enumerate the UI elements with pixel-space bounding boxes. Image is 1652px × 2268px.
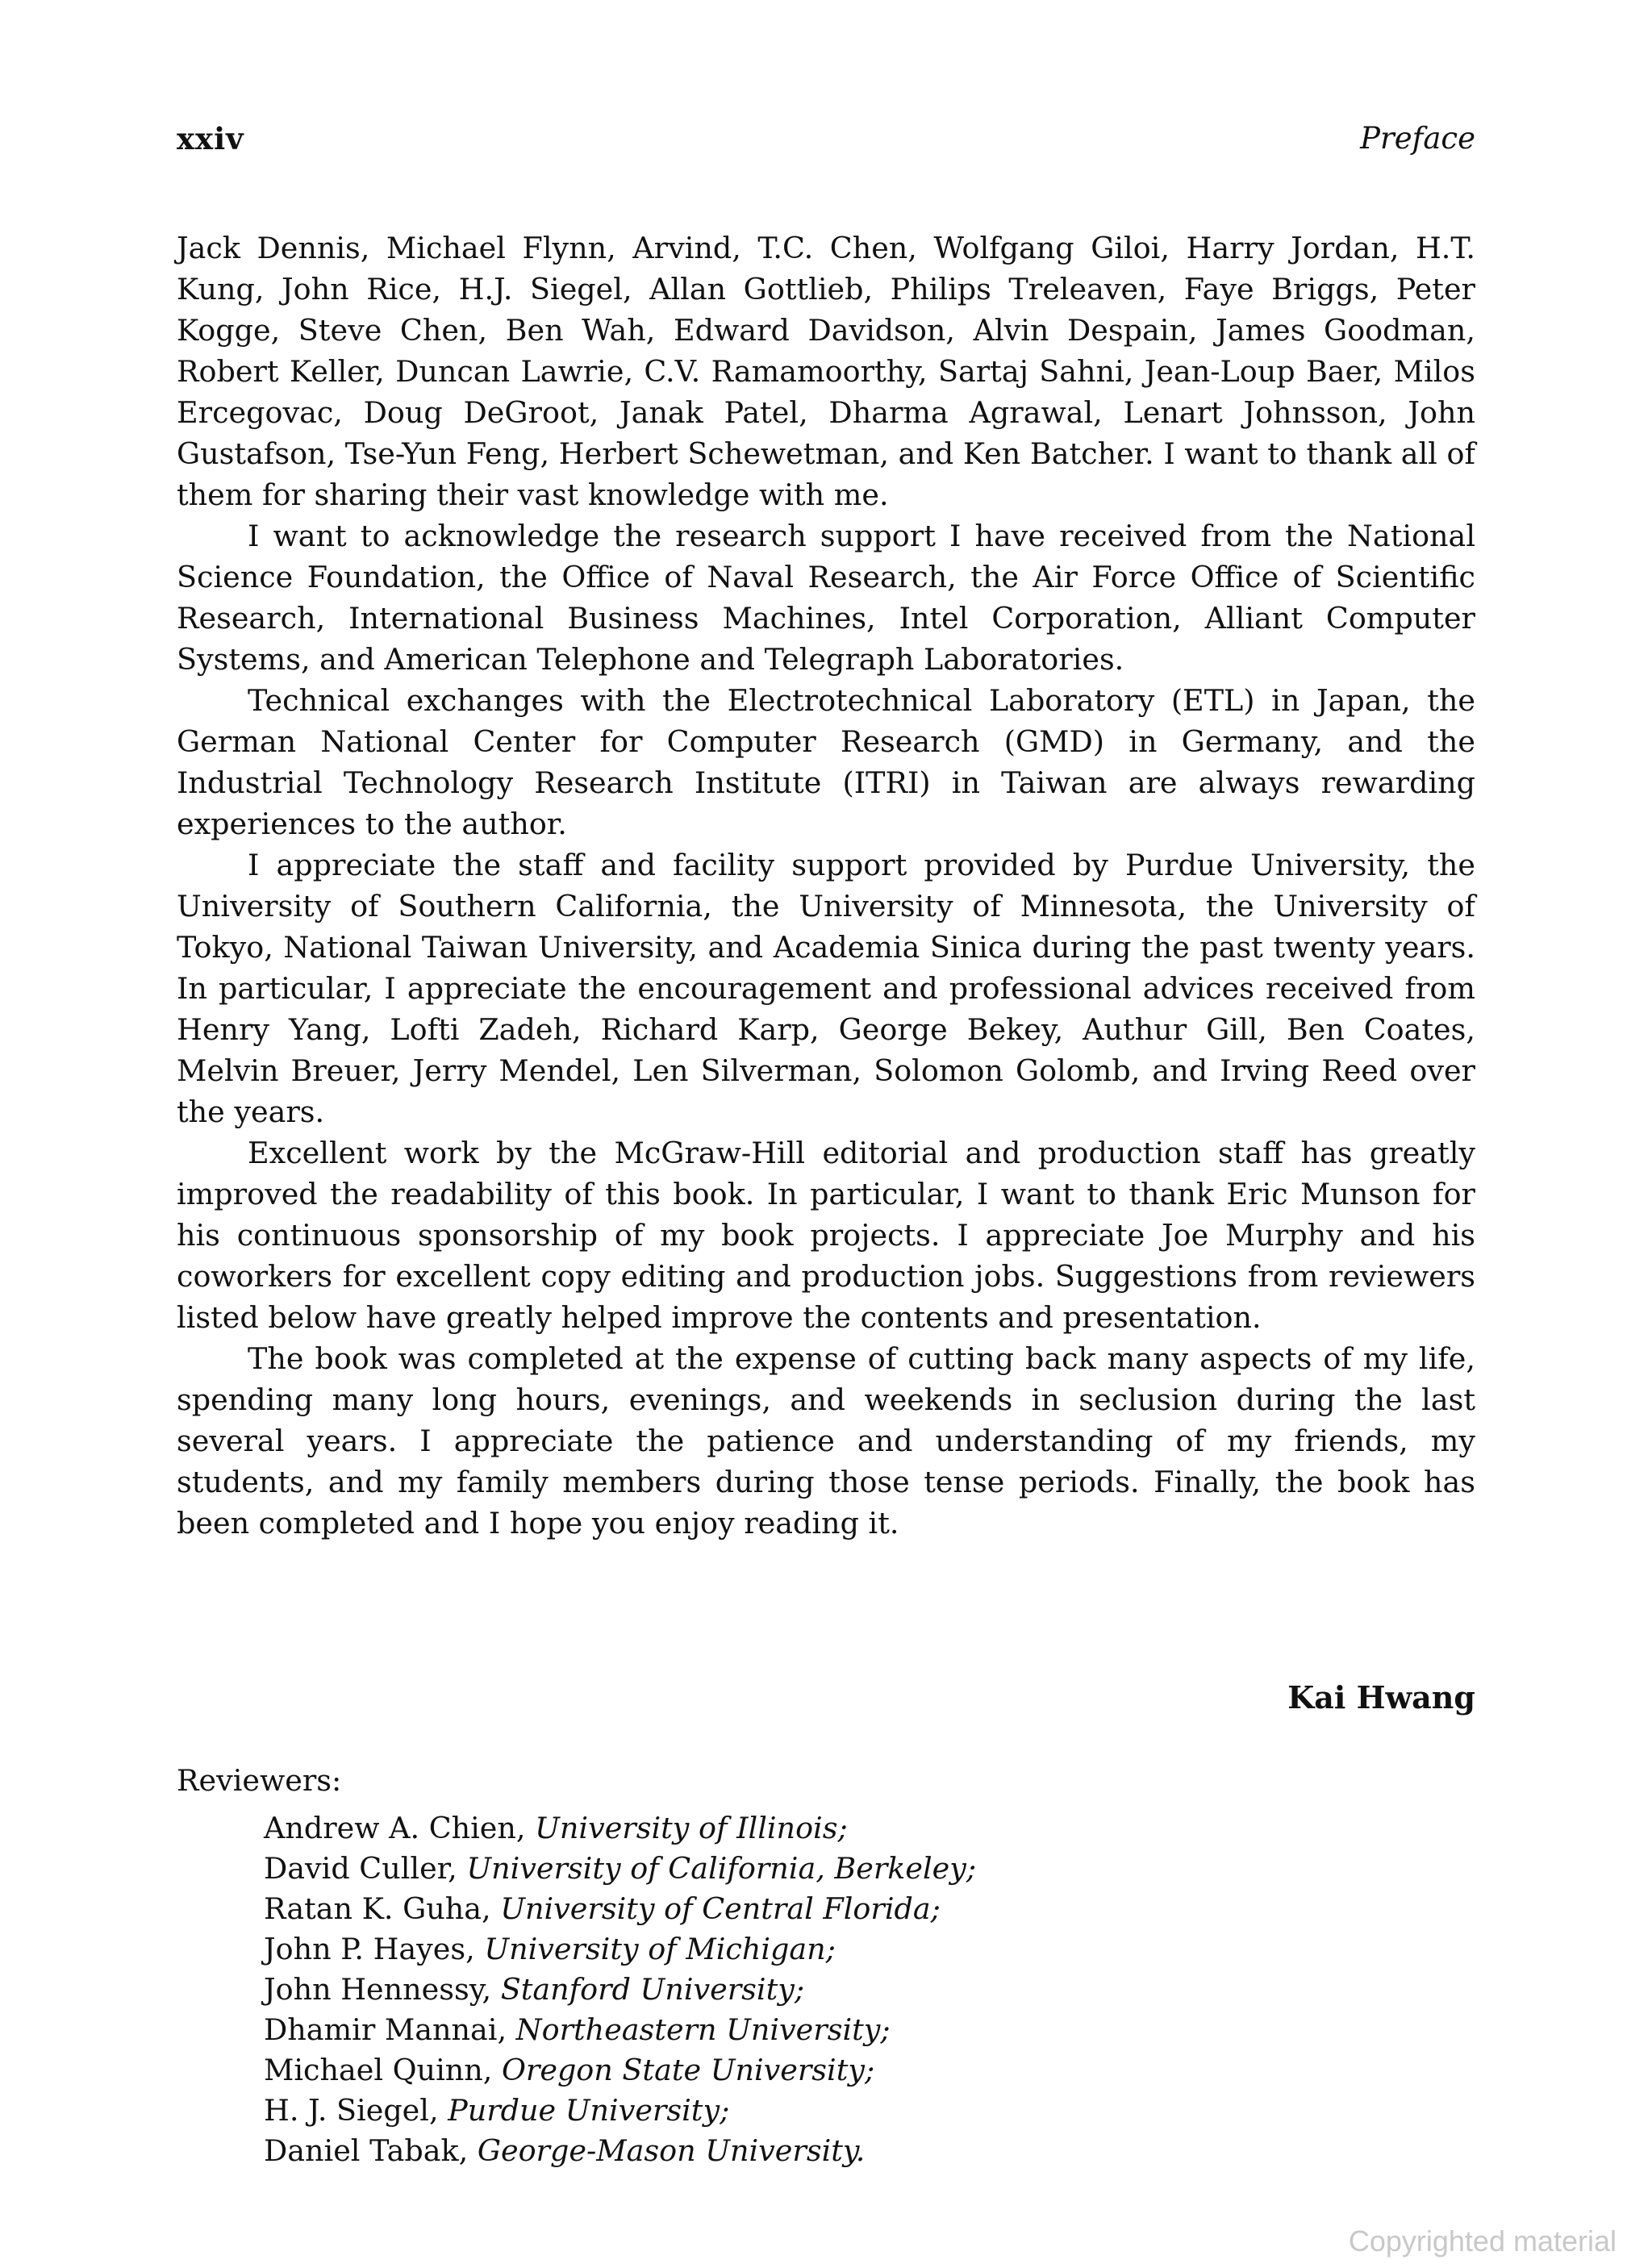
paragraph-4: I appreciate the staff and facility support provided by Purdue University, the University of Southern California, the University of Minnesota, the University of Tokyo, National Taiwan University, and Academia Sinica during the past twenty years. In particular, I appreciate the encouragement and professional advices received from Henry Yang, Lofti Zadeh, Richard Karp, George Bekey, Authur Gill, Ben Coates, Melvin Breuer, Jerry Mendel, Len Silverman, Solomon Golomb, and Irving Reed over the years.	[177, 848, 1475, 1129]
paragraph-6: The book was completed at the expense of cutting back many aspects of my life, spending many long hours, evenings, and weekends in seclusion during the last several years. I appreciate the patience and understanding of my friends, my students, and my family members during those tense periods. Finally, the book has been completed and I hope you enjoy reading it.	[177, 1341, 1475, 1540]
preface-body	[177, 227, 1475, 1544]
reviewer-affiliation: Purdue University;	[448, 2093, 730, 2128]
reviewer-name: Michael Quinn,	[264, 2053, 502, 2087]
reviewer-affiliation: University of Central Florida;	[500, 1891, 941, 1926]
reviewer-name: Dhamir Mannai,	[264, 2012, 516, 2047]
reviewer-name: David Culler,	[264, 1851, 467, 1886]
reviewer-affiliation: University of Michigan;	[484, 1932, 836, 1966]
reviewer-affiliation: University of Illinois;	[535, 1811, 848, 1845]
reviewer-name: John P. Hayes,	[264, 1932, 485, 1966]
paragraph-5: Excellent work by the McGraw-Hill editorial and production staff has greatly improved the readability of this book. In particular, I want to thank Eric Munson for his continuous sponsorship of my book projects. I appreciate Joe Murphy and his coworkers for excellent copy editing and production jobs. Suggestions from reviewers listed below have greatly helped improve the contents and presentation.	[177, 1136, 1475, 1335]
reviewer-name: Andrew A. Chien,	[264, 1811, 536, 1845]
reviewer-entry	[264, 1808, 976, 1849]
reviewer-entry	[264, 1970, 976, 2010]
author-signature: Kai Hwang	[1287, 1679, 1475, 1716]
reviewer-list	[264, 1808, 976, 2171]
paragraph-2: I want to acknowledge the research support I have received from the National Science Foundation, the Office of Naval Research, the Air Force Office of Scientific Research, International Business Machines, Intel Corporation, Alliant Computer Systems, and American Telephone and Telegraph Laboratories.	[177, 519, 1475, 677]
reviewers-heading: Reviewers:	[177, 1763, 342, 1798]
reviewer-entry	[264, 2131, 976, 2171]
reviewer-name: H. J. Siegel,	[264, 2093, 448, 2128]
reviewer-entry	[264, 1929, 976, 1970]
reviewer-affiliation: Oregon State University;	[501, 2053, 875, 2087]
book-page	[177, 121, 1475, 2218]
copyright-watermark: Copyrighted material	[1348, 2224, 1617, 2258]
page-number: xxiv	[177, 121, 244, 156]
reviewer-name: John Hennessy,	[264, 1972, 501, 2007]
reviewer-affiliation: Stanford University;	[500, 1972, 805, 2007]
reviewer-affiliation: Northeastern University;	[515, 2012, 891, 2047]
reviewer-entry	[264, 2050, 976, 2091]
reviewer-entry	[264, 1889, 976, 1929]
reviewer-affiliation: George-Mason University.	[477, 2133, 866, 2168]
paragraph-1: Jack Dennis, Michael Flynn, Arvind, T.C. Chen, Wolfgang Giloi, Harry Jordan, H.T. Kung, John Rice, H.J. Siegel, Allan Gottlieb, Philips Treleaven, Faye Briggs, Peter Kogge, Steve Chen, Ben Wah, Edward Davidson, Alvin Despain, James Goodman, Robert Keller, Duncan Lawrie, C.V. Ramamoorthy, Sartaj Sahni, Jean-Loup Baer, Milos Ercegovac, Doug DeGroot, Janak Patel, Dharma Agrawal, Lenart Johnsson, John Gustafson, Tse-Yun Feng, Herbert Schewetman, and Ken Batcher. I want to thank all of them for sharing their vast knowledge with me.	[177, 231, 1475, 512]
reviewer-entry	[264, 1849, 976, 1889]
running-head	[177, 121, 1475, 169]
reviewer-name: Ratan K. Guha,	[264, 1891, 501, 1926]
section-title: Preface	[1360, 121, 1475, 156]
paragraph-3: Technical exchanges with the Electrotechnical Laboratory (ETL) in Japan, the German National Center for Computer Research (GMD) in Germany, and the Industrial Technology Research Institute (ITRI) in Taiwan are always rewarding experiences to the author.	[177, 683, 1475, 841]
reviewer-name: Daniel Tabak,	[264, 2133, 478, 2168]
reviewer-entry	[264, 2091, 976, 2131]
reviewer-entry	[264, 2010, 976, 2050]
reviewer-affiliation: University of California, Berkeley;	[466, 1851, 977, 1886]
